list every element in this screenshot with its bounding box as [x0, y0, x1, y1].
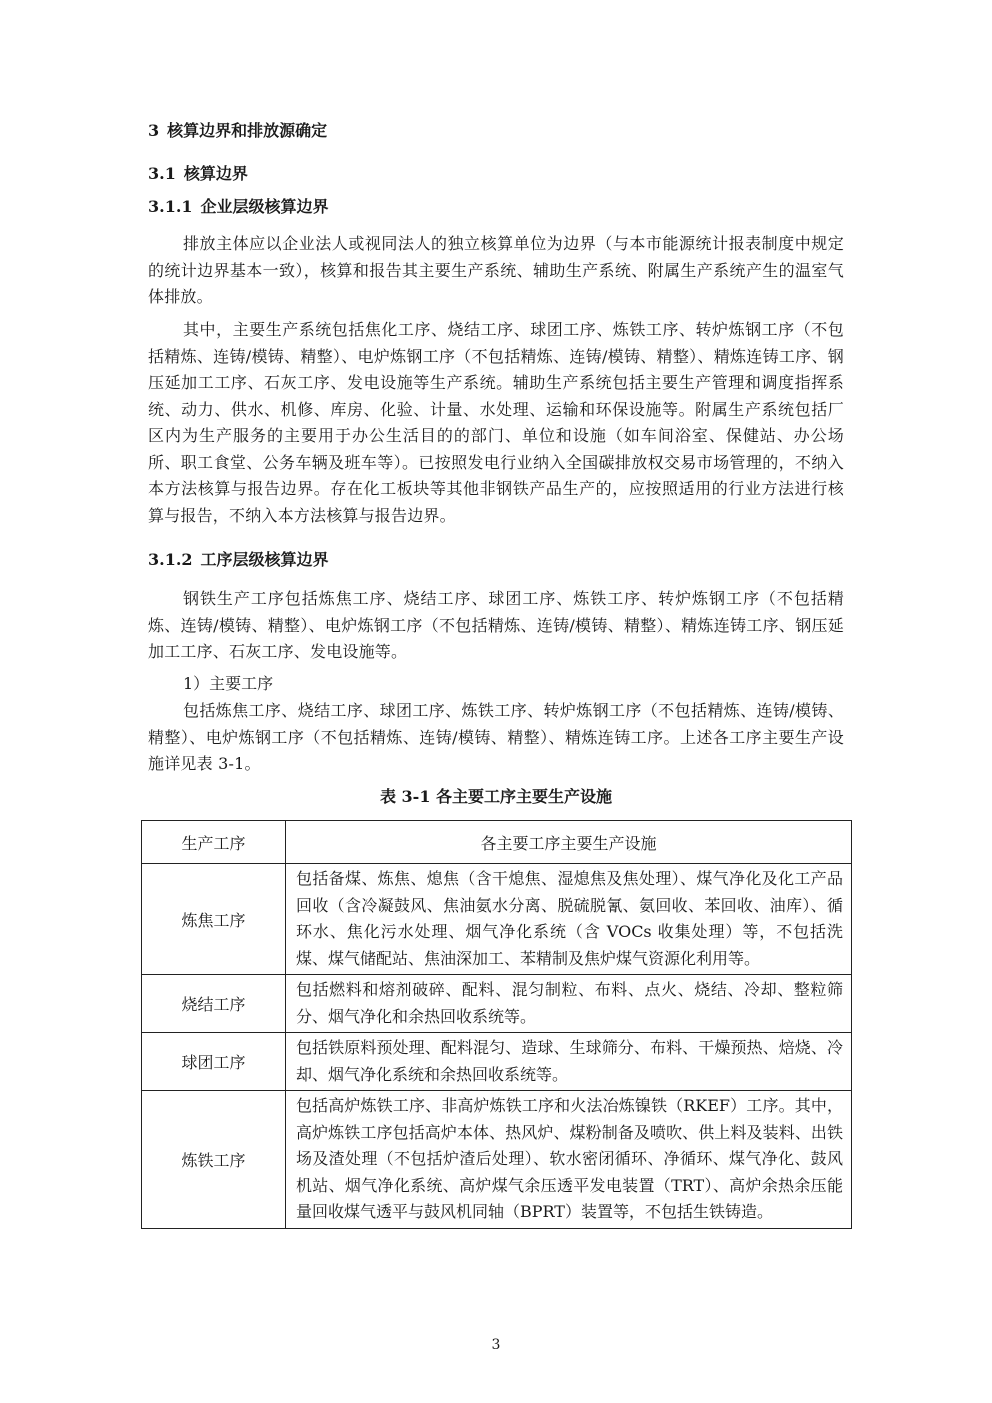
table-header-row — [142, 821, 852, 864]
table-row — [142, 1091, 852, 1229]
cell-facilities: 包括备煤、炼焦、熄焦（含干熄焦、湿熄焦及焦处理）、煤气净化及化工产品回收（含冷凝鼓风、焦油氨水分离、脱硫脱氰、氨回收、苯回收、油库）、循环水、焦化污水处理、烟气净化系统（含 VOCs 收集处理）等，不包括洗煤、煤气储配站、焦油深加工、苯精制及焦炉煤气资源化利用等。 — [286, 864, 852, 975]
cell-facilities: 包括高炉炼铁工序、非高炉炼铁工序和火法冶炼镍铁（RKEF）工序。其中，高炉炼铁工序包括高炉本体、热风炉、煤粉制备及喷吹、供上料及装料、出铁场及渣处理（不包括炉渣后处理）、软水密闭循环、净循环、煤气净化、鼓风机站、烟气净化系统、高炉煤气余压透平发电装置（TRT）、高炉余热余压能量回收煤气透平与鼓风机同轴（BPRT）装置等，不包括生铁铸造。 — [286, 1091, 852, 1229]
header-facilities: 各主要工序主要生产设施 — [286, 821, 852, 864]
heading-3-1-2-title: 工序层级核算边界 — [200, 550, 329, 569]
paragraph-main-process: 包括炼焦工序、烧结工序、球团工序、炼铁工序、转炉炼钢工序（不包括精炼、连铸/模铸、精整）、电炉炼钢工序（不包括精炼、连铸/模铸、精整）、精炼连铸工序。上述各工序主要生产设施详见表 3-1。 — [148, 701, 844, 773]
subsection-number: 3.1 — [148, 164, 176, 183]
paragraph-systems: 其中，主要生产系统包括焦化工序、烧结工序、球团工序、炼铁工序、转炉炼钢工序（不包括精炼、连铸/模铸、精整）、电炉炼钢工序（不包括精炼、连铸/模铸、精整）、精炼连铸工序、钢压延加工工序、石灰工序、发电设施等生产系统。辅助生产系统包括主要生产管理和调度指挥系统、动力、供水、机修、库房、化验、计量、水处理、运输和环保设施等。附属生产系统包括厂区内为生产服务的主要用于办公生活目的的部门、单位和设施（如车间浴室、保健站、办公场所、职工食堂、公务车辆及班车等）。已按照发电行业纳入全国碳排放权交易市场管理的，不纳入本方法核算与报告边界。存在化工板块等其他非钢铁产品生产的，应按照适用的行业方法进行核算与报告，不纳入本方法核算与报告边界。 — [148, 320, 844, 525]
heading-3-1-1-title: 企业层级核算边界 — [200, 197, 329, 216]
cell-process: 烧结工序 — [142, 975, 286, 1033]
paragraph-enterprise-boundary: 排放主体应以企业法人或视同法人的独立核算单位为边界（与本市能源统计报表制度中规定的统计边界基本一致），核算和报告其主要生产系统、辅助生产系统、附属生产系统产生的温室气体排放。 — [148, 234, 844, 306]
heading-3-1-1 — [148, 196, 329, 218]
section-number: 3 — [148, 121, 160, 140]
facilities-table — [141, 820, 852, 1229]
table-row — [142, 864, 852, 975]
cell-process: 炼铁工序 — [142, 1091, 286, 1229]
table-row — [142, 1033, 852, 1091]
cell-process: 炼焦工序 — [142, 864, 286, 975]
table-caption: 表 3-1 各主要工序主要生产设施 — [379, 787, 613, 806]
section-title: 核算边界和排放源确定 — [167, 121, 328, 140]
subsection-heading — [148, 163, 248, 185]
heading-3-1-2 — [148, 549, 329, 571]
cell-process: 球团工序 — [142, 1033, 286, 1091]
paragraph-process-boundary: 钢铁生产工序包括炼焦工序、烧结工序、球团工序、炼铁工序、转炉炼钢工序（不包括精炼、连铸/模铸、精整）、电炉炼钢工序（不包括精炼、连铸/模铸、精整）、精炼连铸工序、钢压延加工工序、石灰工序、发电设施等。 — [148, 589, 844, 661]
section-heading — [148, 120, 327, 142]
cell-facilities: 包括燃料和熔剂破碎、配料、混匀制粒、布料、点火、烧结、冷却、整粒筛分、烟气净化和余热回收系统等。 — [286, 975, 852, 1033]
heading-3-1-1-number: 3.1.1 — [148, 197, 193, 216]
table-row — [142, 975, 852, 1033]
subsection-title: 核算边界 — [183, 164, 248, 183]
page-number: 3 — [491, 1337, 501, 1353]
header-process: 生产工序 — [142, 821, 286, 864]
list-item-main-process: 1）主要工序 — [183, 674, 274, 693]
heading-3-1-2-number: 3.1.2 — [148, 550, 193, 569]
cell-facilities: 包括铁原料预处理、配料混匀、造球、生球筛分、布料、干燥预热、焙烧、冷却、烟气净化系统和余热回收系统等。 — [286, 1033, 852, 1091]
